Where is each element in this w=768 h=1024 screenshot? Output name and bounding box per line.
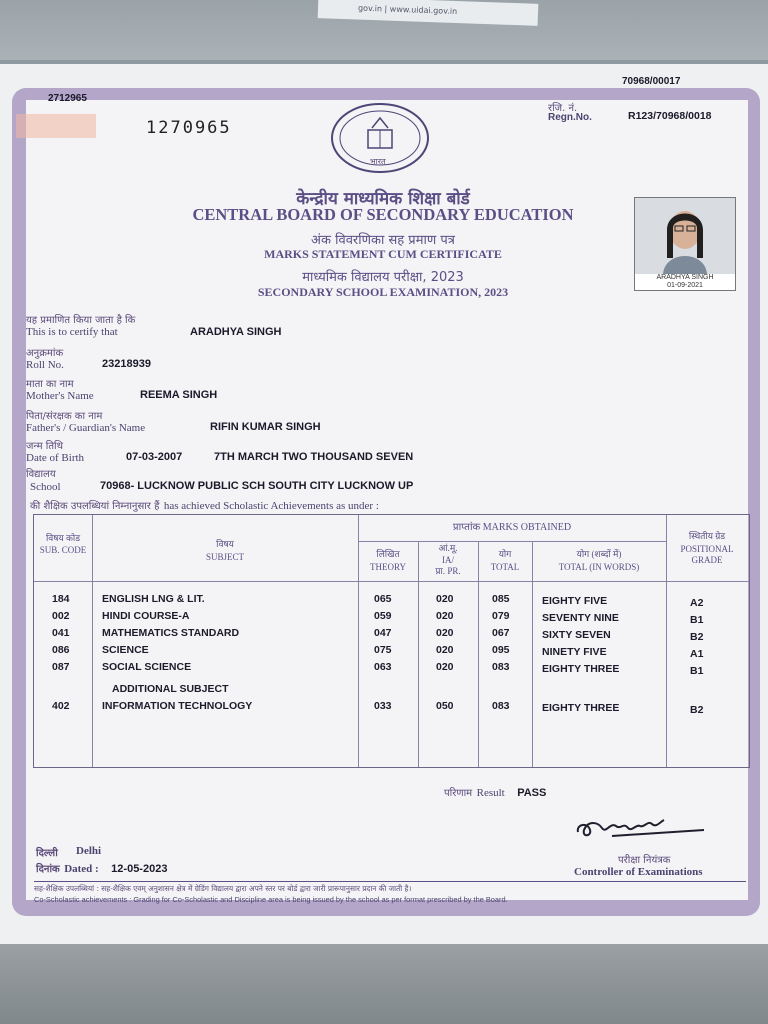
place-en: Delhi — [76, 845, 102, 857]
controller-label-hi: परीक्षा नियंत्रक — [618, 855, 671, 866]
cell-grade: A2 — [690, 597, 704, 609]
additional-subject-label: ADDITIONAL SUBJECT — [112, 683, 229, 695]
cell-theory: 065 — [374, 593, 392, 605]
controller-signature — [572, 808, 712, 848]
cell-theory: 047 — [374, 627, 392, 639]
cell-code: 086 — [52, 644, 70, 656]
cell-code: 184 — [52, 593, 70, 605]
cell-grade: B1 — [690, 665, 704, 677]
cell-theory: 059 — [374, 610, 392, 622]
certify-label-en: This is to certify that — [26, 326, 118, 338]
dated-label-en: Dated : — [64, 863, 99, 875]
exam-title-hindi: माध्यमिक विद्यालय परीक्षा, 2023 — [302, 270, 464, 285]
cell-subject: MATHEMATICS STANDARD — [102, 627, 240, 639]
dated-label-hi: दिनांक — [36, 864, 60, 875]
cell-ia: 020 — [436, 627, 454, 639]
cell-ia: 050 — [436, 700, 454, 712]
marks-table — [33, 514, 750, 768]
certificate-number: 1270965 — [146, 118, 232, 138]
co-scholastic-note-hi: सह-शैक्षिक उपलब्धियां : सह-शैक्षिक एवम् अनुशासन क्षेत्र में ग्रेडिंग विद्यालय द्वारा अपने स्तर पर बोर्ड द्वारा जारी प्रारूपानुसार प्रदान की जाती है। — [34, 884, 412, 893]
co-scholastic-note-en: Co-Scholastic achievements : Grading for Co-Scholastic and Discipline area is being issued by the school as per format prescribed by the Board. — [34, 895, 508, 904]
cell-total: 079 — [492, 610, 510, 622]
th-marks-obtained: प्राप्तांक MARKS OBTAINED — [452, 522, 572, 533]
cell-subject: ENGLISH LNG & LIT. — [102, 593, 205, 605]
cell-words: EIGHTY THREE — [542, 702, 620, 714]
photo-caption-name: ARADHYA SINGH — [656, 274, 714, 281]
signature-icon — [572, 808, 712, 848]
mother-label-en: Mother's Name — [26, 390, 94, 402]
result-value: PASS — [517, 787, 547, 799]
regn-value: R123/70968/0018 — [628, 110, 712, 122]
th-ia-pr: प्रा. PR. — [435, 566, 461, 576]
cell-subject: INFORMATION TECHNOLOGY — [102, 700, 253, 712]
achievement-line — [30, 496, 630, 514]
achievement-en: has achieved Scholastic Achievements as under : — [163, 500, 379, 512]
school-name: 70968- LUCKNOW PUBLIC SCH SOUTH CITY LUCKNOW UP — [100, 480, 414, 492]
th-total-hi: योग — [498, 549, 512, 559]
th-words-hi: योग (शब्दों में) — [576, 549, 622, 559]
cell-ia: 020 — [436, 661, 454, 673]
result-label-hi: परिणाम — [444, 788, 473, 799]
th-ia-en: IA/ — [442, 555, 454, 565]
board-title-hindi: केन्द्रीय माध्यमिक शिक्षा बोर्ड — [296, 189, 470, 209]
cell-total: 095 — [492, 644, 510, 656]
dob-label-hi: जन्म तिथि — [26, 441, 64, 452]
student-name: ARADHYA SINGH — [190, 326, 282, 338]
th-code-en: SUB. CODE — [39, 545, 87, 555]
roll-label-en: Roll No. — [26, 359, 64, 371]
background-bottom — [0, 944, 768, 1024]
cell-total: 083 — [492, 700, 510, 712]
th-code-hi: विषय कोड — [45, 533, 81, 543]
father-name: RIFIN KUMAR SINGH — [210, 421, 321, 433]
cell-ia: 020 — [436, 593, 454, 605]
father-label-en: Father's / Guardian's Name — [26, 422, 146, 434]
cell-total: 085 — [492, 593, 510, 605]
certify-label-hi: यह प्रमाणित किया जाता है कि — [26, 315, 136, 326]
th-subject-hi: विषय — [216, 539, 234, 549]
student-photo — [634, 197, 736, 291]
cell-subject: SCIENCE — [102, 644, 149, 656]
cell-subject: SOCIAL SCIENCE — [102, 661, 192, 673]
result-label-en: Result — [476, 787, 505, 799]
cell-ia: 020 — [436, 644, 454, 656]
exam-title-english: SECONDARY SCHOOL EXAMINATION, 2023 — [257, 285, 509, 299]
th-ia-hi: आं.मू. — [438, 543, 458, 553]
cell-total: 067 — [492, 627, 510, 639]
dated-line — [36, 859, 167, 877]
serial-top: 70968/00017 — [622, 76, 681, 87]
cell-subject: HINDI COURSE-A — [102, 610, 190, 622]
cert-title-english: MARKS STATEMENT CUM CERTIFICATE — [264, 247, 502, 261]
dob-label-en: Date of Birth — [26, 452, 85, 464]
achievement-hi: की शैक्षिक उपलब्धियां निम्नानुसार हैं — [30, 501, 160, 512]
emblem-caption: भारत — [370, 157, 386, 166]
cell-words: SIXTY SEVEN — [542, 629, 611, 641]
mother-label-hi: माता का नाम — [26, 379, 74, 390]
dated-value: 12-05-2023 — [111, 863, 168, 875]
cell-ia: 020 — [436, 610, 454, 622]
photo-caption-date: 01-09-2021 — [667, 282, 703, 289]
th-words-en: TOTAL (IN WORDS) — [558, 562, 640, 572]
school-label-en: School — [30, 481, 61, 493]
cbse-emblem-icon — [328, 100, 432, 180]
cbse-emblem — [328, 100, 432, 180]
board-title-english: CENTRAL BOARD OF SECONDARY EDUCATION — [192, 205, 574, 224]
th-theory-en: THEORY — [370, 562, 406, 572]
footer-divider — [34, 881, 746, 882]
cell-total: 083 — [492, 661, 510, 673]
th-subject-en: SUBJECT — [205, 552, 244, 562]
school-label-hi: विद्यालय — [26, 469, 56, 480]
serial-left: 2712965 — [48, 93, 87, 104]
cell-grade: B1 — [690, 614, 704, 626]
roll-label-hi: अनुक्रमांक — [26, 348, 64, 359]
dob-value: 07-03-2007 — [126, 451, 183, 463]
cell-words: SEVENTY NINE — [542, 612, 619, 624]
th-theory-hi: लिखित — [376, 549, 400, 559]
tag-slip: gov.in | www.uidai.gov.in — [318, 0, 539, 26]
roll-number: 23218939 — [102, 358, 151, 370]
cell-theory: 063 — [374, 661, 392, 673]
red-stamp-strip — [16, 114, 96, 138]
cell-code: 087 — [52, 661, 70, 673]
cell-grade: B2 — [690, 631, 704, 643]
cell-grade: B2 — [690, 704, 704, 716]
regn-label-hi: रजि. नं. — [548, 103, 578, 114]
cell-code: 002 — [52, 610, 70, 622]
cell-code: 402 — [52, 700, 70, 712]
controller-label-en: Controller of Examinations — [574, 866, 703, 878]
cell-words: EIGHTY FIVE — [542, 595, 608, 607]
dob-words: 7TH MARCH TWO THOUSAND SEVEN — [214, 451, 414, 463]
place-hi: दिल्ली — [36, 848, 58, 859]
cell-words: NINETY FIVE — [542, 646, 607, 658]
cell-theory: 075 — [374, 644, 392, 656]
cell-grade: A1 — [690, 648, 704, 660]
regn-label-en: Regn.No. — [548, 112, 592, 123]
cell-words: EIGHTY THREE — [542, 663, 620, 675]
th-grade-hi: स्थितीय ग्रेड — [688, 531, 726, 541]
student-portrait-icon — [635, 198, 735, 274]
father-label-hi: पिता/संरक्षक का नाम — [26, 411, 103, 422]
mother-name: REEMA SINGH — [140, 389, 218, 401]
th-total-en: TOTAL — [490, 562, 520, 572]
th-grade-en: POSITIONAL GRADE — [680, 544, 734, 565]
cell-code: 041 — [52, 627, 70, 639]
result-line — [444, 783, 546, 801]
cell-theory: 033 — [374, 700, 392, 712]
cert-title-hindi: अंक विवरणिका सह प्रमाण पत्र — [311, 233, 455, 248]
